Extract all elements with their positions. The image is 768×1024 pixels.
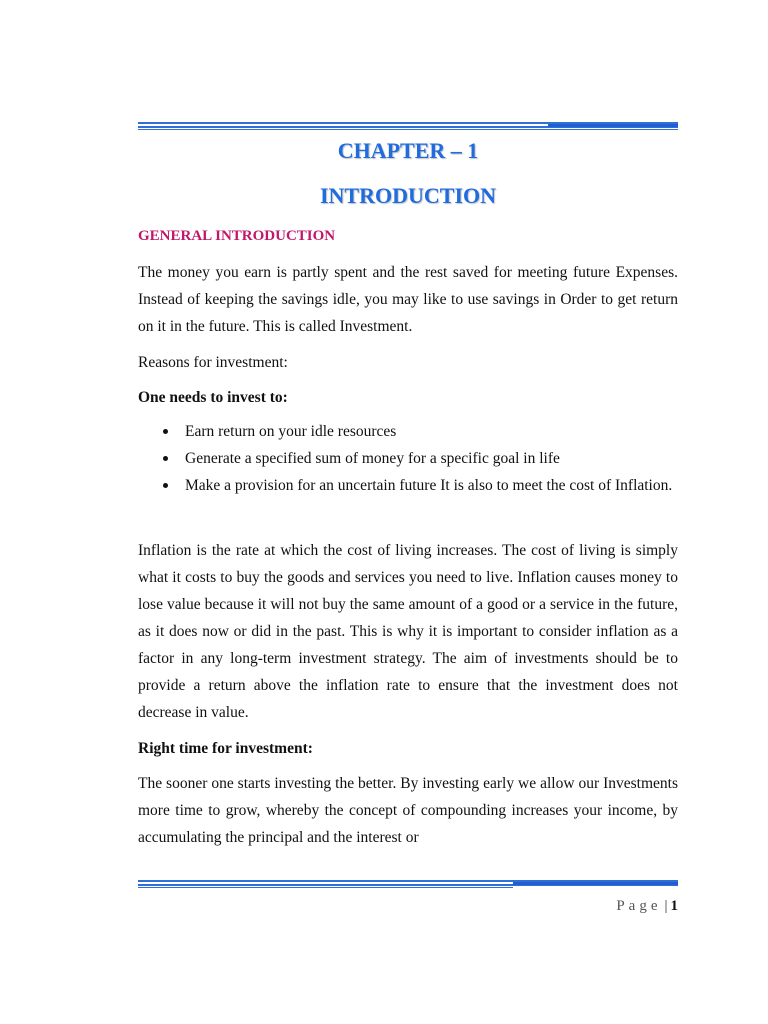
paragraph-intro <box>138 259 678 340</box>
list-item: Make a provision for an uncertain future It is also to meet the cost of Inflation. <box>138 472 678 499</box>
page-number: 1 <box>670 898 678 914</box>
right-time-heading: Right time for investment: <box>138 740 313 757</box>
page-label: Page <box>616 898 662 914</box>
bullet-icon <box>163 429 168 434</box>
page-footer <box>616 898 678 915</box>
sooner-text: The sooner one starts investing the better. By investing early we allow our Investments more time to grow, whereby the concept of compounding increases your income, by accumulating the principal and the interest or <box>138 775 678 846</box>
header-divider <box>138 122 678 130</box>
list-item: Earn return on your idle resources <box>138 418 678 445</box>
needs-label: One needs to invest to: <box>138 389 288 406</box>
chapter-heading: CHAPTER – 1 <box>337 138 479 163</box>
paragraph-reasons <box>138 349 678 376</box>
reasons-label: Reasons for investment: <box>138 354 288 371</box>
footer-divider <box>138 880 678 888</box>
paragraph-inflation <box>138 537 678 726</box>
inflation-text: Inflation is the rate at which the cost of living increases. The cost of living is simply what it costs to buy the goods and services you need to live. Inflation causes money to lose value because it will not buy the same amount of a good or a service in the future, as it does now or did in the past. This is why it is important to consider inflation as a factor in any long-term investment strategy. The aim of investments should be to provide a return above the inflation rate to ensure that the investment does not decrease in value. <box>138 542 678 721</box>
bullet-icon <box>163 456 168 461</box>
chapter-title: INTRODUCTION <box>319 183 497 208</box>
list-item: Generate a specified sum of money for a specific goal in life <box>138 445 678 472</box>
section-heading: GENERAL INTRODUCTION <box>138 228 336 244</box>
bullet-icon <box>163 483 168 488</box>
paragraph-needs <box>138 384 678 411</box>
page-separator: | <box>664 898 668 914</box>
bullet-list <box>138 418 678 499</box>
paragraph-right-time <box>138 735 678 762</box>
paragraph-money: The money you earn is partly spent and the rest saved for meeting future Expenses. Instead of keeping the savings idle, you may like to use savings in Order to get return on it in the future. This is called Investment. <box>138 264 678 335</box>
paragraph-sooner <box>138 770 678 851</box>
